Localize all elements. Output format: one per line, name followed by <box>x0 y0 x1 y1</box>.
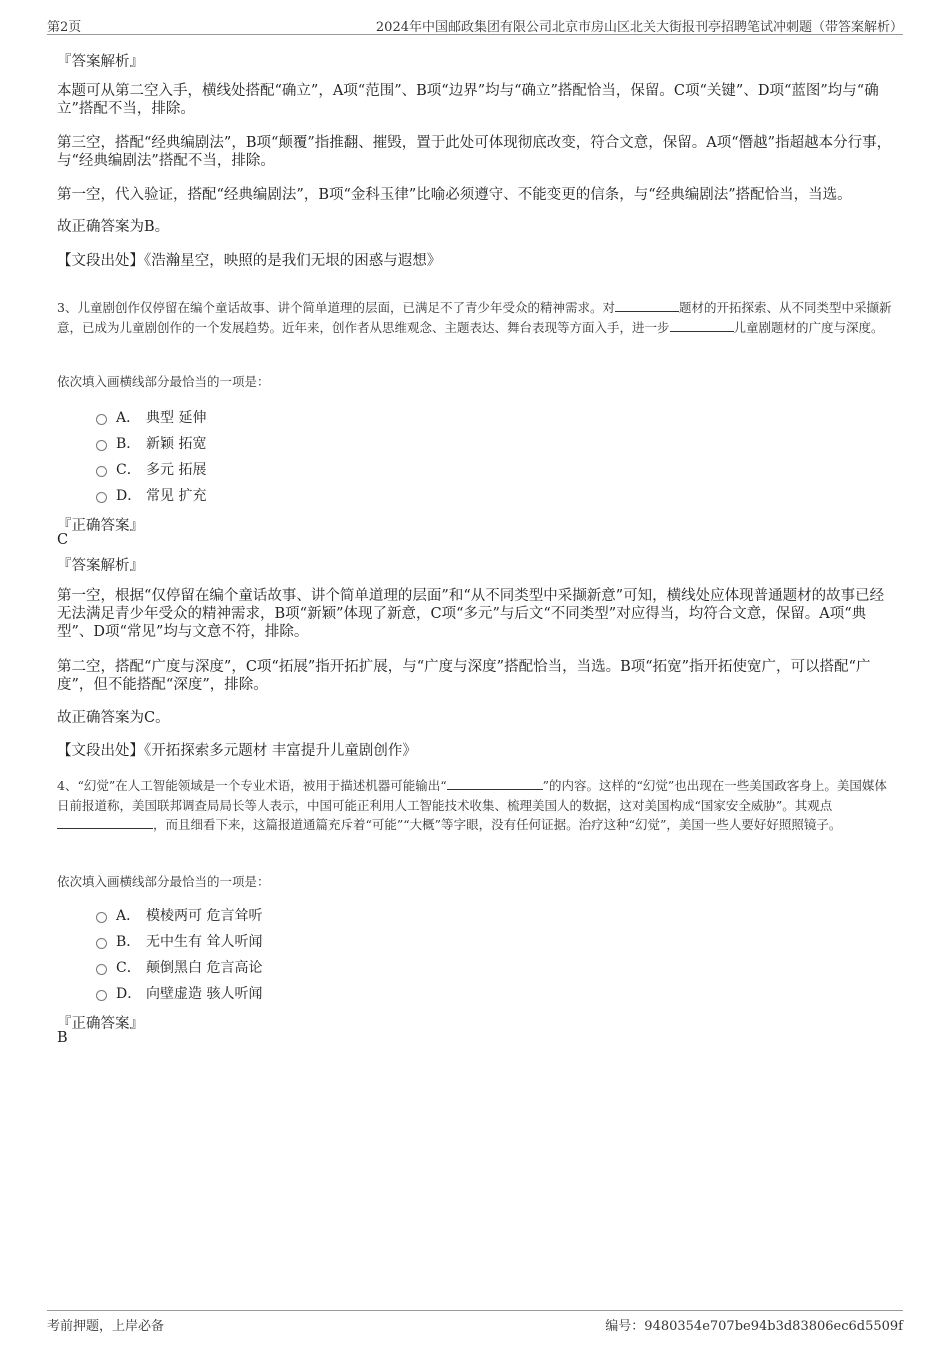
fill-blank <box>670 319 734 332</box>
radio-icon[interactable] <box>96 912 107 923</box>
radio-icon[interactable] <box>96 440 107 451</box>
footer-slogan: 考前押题，上岸必备 <box>47 1319 165 1334</box>
fill-blank <box>615 299 679 312</box>
q4-answer: B <box>57 1030 68 1046</box>
q4-option-b[interactable]: B． 无中生有 耸人听闻 <box>96 928 262 954</box>
q3-option-a[interactable]: A． 典型 延伸 <box>96 404 206 430</box>
q2-conclusion: 故正确答案为B。 <box>57 219 170 235</box>
radio-icon[interactable] <box>96 938 107 949</box>
fill-blank <box>57 816 153 829</box>
q4-prompt: 依次填入画横线部分最恰当的一项是： <box>57 874 270 889</box>
q2-analysis-paragraph: 本题可从第二空入手，横线处搭配“确立”，A项“范围”、B项“边界”均与“确立”搭配恰当，保留。C项“关键”、D项“蓝图”均与“确立”搭配不当，排除。 <box>57 83 879 117</box>
radio-icon[interactable] <box>96 466 107 477</box>
q4-correct-label: 『正确答案』 <box>57 1016 144 1032</box>
q2-analysis-label: 『答案解析』 <box>57 54 144 70</box>
q3-prompt: 依次填入画横线部分最恰当的一项是： <box>57 374 270 389</box>
q3-options <box>96 404 206 508</box>
q2-analysis-paragraph: 第一空，代入验证，搭配“经典编剧法”，B项“金科玉律”比喻必须遵守、不能变更的信条，与“经典编剧法”搭配恰当，当选。 <box>57 187 852 203</box>
q3-analysis-paragraph: 第一空，根据“仅停留在编个童话故事、讲个简单道理的层面”和“从不同类型中采撷新意”可知，横线处应体现普通题材的故事已经无法满足青少年受众的精神需求，B项“新颖”体现了新意，C项“多元”与后文“不同类型”对应得当，均符合文意，保留。A项“典型”、D项“常见”均与文意不符，排除。 <box>57 588 885 640</box>
q4-options <box>96 902 262 1006</box>
q3-analysis-label: 『答案解析』 <box>57 558 144 574</box>
radio-icon[interactable] <box>96 990 107 1001</box>
q2-source: 【文段出处】《浩瀚星空，映照的是我们无垠的困惑与遐想》 <box>57 253 442 269</box>
q3-answer: C <box>57 532 69 548</box>
q4-option-a[interactable]: A． 模棱两可 危言耸听 <box>96 902 262 928</box>
page-number: 第2页 <box>47 20 82 35</box>
q3-option-d[interactable]: D． 常见 扩充 <box>96 482 206 508</box>
radio-icon[interactable] <box>96 964 107 975</box>
q3-conclusion: 故正确答案为C。 <box>57 710 170 726</box>
document-title: 2024年中国邮政集团有限公司北京市房山区北关大街报刊亭招聘笔试冲刺题（带答案解析） <box>375 20 903 35</box>
q3-source: 【文段出处】《开拓探索多元题材 丰富提升儿童剧创作》 <box>57 743 417 759</box>
document-id: 编号：9480354e707be94b3d83806ec6d5509f <box>605 1319 903 1334</box>
q4-option-c[interactable]: C． 颠倒黑白 危言高论 <box>96 954 262 980</box>
q2-analysis-paragraph: 第三空，搭配“经典编剧法”，B项“颠覆”指推翻、摧毁，置于此处可体现彻底改变，符合文意，保留。A项“僭越”指超越本分行事，与“经典编剧法”搭配不当，排除。 <box>57 135 892 169</box>
radio-icon[interactable] <box>96 492 107 503</box>
q3-stem: 3、儿童剧创作仅停留在编个童话故事、讲个简单道理的层面，已满足不了青少年受众的精神需求。对 题材的开拓探索、从不同类型中采撷新意，已成为儿童剧创作的一个发展趋势。近年来，创作者从思维观念、主题表达、舞台表现等方面入手，进一步 儿童剧题材的广度与深度。 <box>57 300 892 335</box>
q3-correct-label: 『正确答案』 <box>57 518 144 534</box>
q3-option-b[interactable]: B． 新颖 拓宽 <box>96 430 206 456</box>
page-header <box>47 14 903 35</box>
q4-stem: 4、“幻觉”在人工智能领域是一个专业术语，被用于描述机器可能输出“ ”的内容。这样的“幻觉”也出现在一些美国政客身上。美国媒体日前报道称，美国联邦调查局局长等人表示，中国可能正利用人工智能技术收集、梳理美国人的数据，这对美国构成“国家安全威胁”。其观点，而且细看下来，这篇报道通篇充斥着“可能”“大概”等字眼，没有任何证据。治疗这种“幻觉”，美国一些人要好好照照镜子。 <box>57 778 887 832</box>
page-footer <box>47 1310 903 1335</box>
q3-analysis-paragraph: 第二空，搭配“广度与深度”，C项“拓展”指开拓扩展，与“广度与深度”搭配恰当，当选。B项“拓宽”指开拓使宽广，可以搭配“广度”，但不能搭配“深度”，排除。 <box>57 659 871 693</box>
q3-option-c[interactable]: C． 多元 拓展 <box>96 456 206 482</box>
fill-blank <box>447 777 543 790</box>
radio-icon[interactable] <box>96 414 107 425</box>
q4-option-d[interactable]: D． 向壁虚造 骇人听闻 <box>96 980 262 1006</box>
